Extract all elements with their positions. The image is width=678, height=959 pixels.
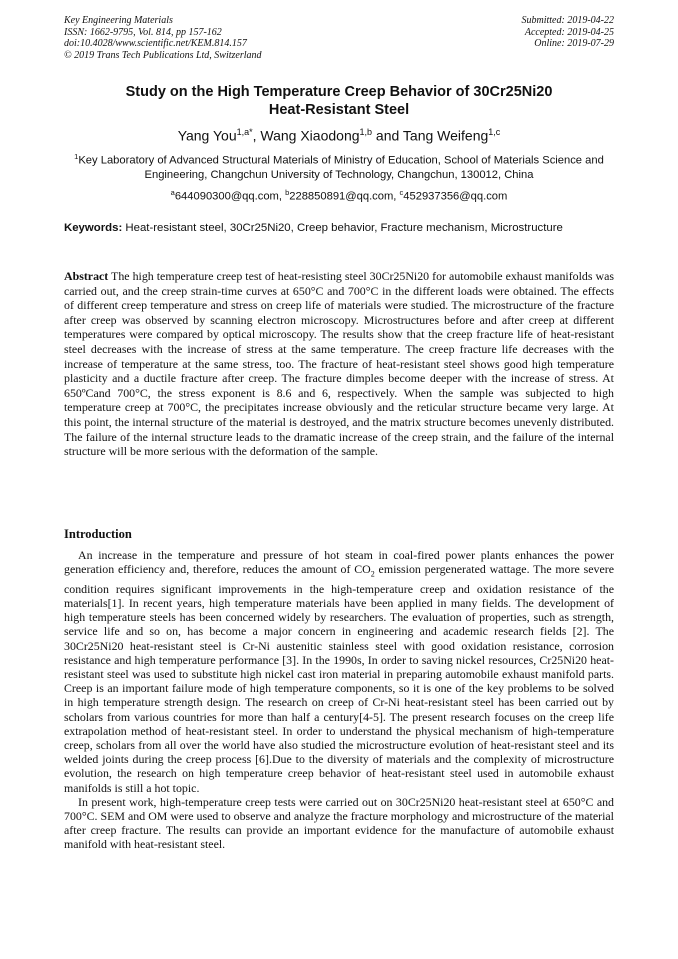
submitted-date: Submitted: 2019-04-22 [521, 15, 614, 26]
email-link[interactable]: 644090300@qq.com, [174, 190, 286, 203]
paper-title-line-2: Heat-Resistant Steel [268, 101, 410, 118]
author-emails [64, 186, 614, 204]
email-mark: b [285, 188, 290, 197]
journal-header-left [64, 15, 262, 61]
email-link[interactable]: 228850891@qq.com, [289, 190, 400, 203]
keywords-text: Heat-resistant steel, 30Cr25Ni20, Creep behavior, Fracture mechanism, Microstructure [122, 222, 563, 234]
subscript: 2 [370, 569, 375, 579]
author-separator: , [252, 127, 261, 144]
keywords [64, 221, 614, 235]
online-date: Online: 2019-07-29 [534, 38, 614, 49]
journal-header-right [522, 15, 615, 50]
intro-paragraph: In present work, high-temperature creep tests were carried out on 30Cr25Ni20 heat-resistant steel at 650°C and 700°C. SEM and OM were used to observe and analyze the fracture morphology and microstructure of the material after creep fracture. The results can provide an important evidence for the manufacture of automobile exhaust manifold with heat-resistant steel. [64, 794, 614, 852]
author-name: Wang Xiaodong [260, 127, 360, 144]
introduction-body [64, 548, 614, 852]
keywords-label: Keywords: [64, 222, 123, 234]
author-separator: and [372, 127, 403, 144]
author-name: Tang Weifeng [402, 127, 489, 144]
email-mark: a [170, 188, 175, 197]
journal-name: Key Engineering Materials [64, 15, 173, 26]
author-affiliation-mark: 1,b [359, 127, 373, 137]
email-link[interactable]: 452937356@qq.com [403, 190, 508, 203]
intro-text: emission pergenerated wattage. The more severe condition requires significant improvements in the high-temperature creep and oxidation resistance of the materials[1]. In recent years, high temperature materials have been applied in many fields. The development of high temperature steels has been concerned widely by researchers. The evaluation of properties, such as strength, service life and so on, has become a major concern in engineering and academic research fields [2]. The 30Cr25Ni20 heat-resistant steel is Cr-Ni austenitic stainless steel with good oxidation resistance, corrosion resistance and high temperature performance [3]. In the 1990s, In order to saving nickel resources, Cr25Ni20 heat-resistant steel was used to substitute high nickel cast iron material in preparing automobile exhaust manifold parts. Creep is an important failure mode of high temperature components, so it is one of the key problems to be solved in high temperature strength design. The research on creep of Cr-Ni heat-resistant steel has been carried out by scholars from various countries for more than half a century[4-5]. The present research focuses on the creep life extrapolation method of heat-resistant steel. In order to understand the physical mechanism of high-temperature creep, scholars from all over the world have also studied the microstructure evolution of heat-resistant steel and its welded joints during the creep process [6].Due to the diversity of materials and the complexity of microstructure evolution, the research on high temperature creep behavior of heat-resistant steel used in automobile exhaust manifolds is still a hot topic. [64, 562, 614, 795]
abstract-text: The high temperature creep test of heat-resisting steel 30Cr25Ni20 for automobile exhaust manifolds was carried out, and the creep strain-time curves at 650°C and 700°C in the different loads were obtained. The effects of different creep temperature and stress on creep life of materials were studied. The microstructure of the fracture after creep was observed by scanning electron microscopy. Microstructures before and after creep at different temperatures were compared by optical microscopy. The results show that the creep fracture life of heat-resistant steel decreases with the increase of stress at the same temperature. The creep fracture life decreases with the increase of temperature at the same stress, too. The fracture of heat-resistant steel shows good high temperature plasticity and a ductile fracture after creep. The fracture dimples become deeper with the increase of stress. At 650ºCand 700°C, the stress exponent is 8.6 and 6, respectively. When the sample was subjected to high temperature creep at 700°C, the precipitates increase obviously and the reticular structure became very large. At this point, the internal structure of the material is destroyed, and the matrix structure becomes unevenly distributed. The failure of the internal structure leads to the dramatic increase of the creep strain, and the failure of the internal structure will be more serious with the deformation of the sample. [64, 269, 614, 459]
affiliation-mark: 1 [74, 152, 79, 161]
abstract [64, 269, 614, 459]
author-list [64, 124, 614, 145]
intro-paragraph [64, 548, 614, 795]
abstract-label: Abstract [64, 269, 109, 283]
paper-title-line-1: Study on the High Temperature Creep Behavior of 30Cr25Ni20 [125, 84, 553, 100]
affiliation-text: Key Laboratory of Advanced Structural Materials of Ministry of Education, School of Materials Science and Engineering, Changchun University of Technology, Changchun, 130012, China [78, 154, 604, 181]
journal-issn: ISSN: 1662-9795, Vol. 814, pp 157-162 [64, 26, 222, 38]
author-name: Yang You [177, 127, 237, 144]
affiliation [64, 150, 614, 182]
journal-copyright: © 2019 Trans Tech Publications Ltd, Switzerland [64, 49, 262, 61]
accepted-date: Accepted: 2019-04-25 [524, 26, 614, 38]
section-heading-introduction: Introduction [64, 527, 132, 541]
email-mark: c [399, 188, 404, 197]
paper-title [64, 84, 614, 119]
intro-text: An increase in the temperature and pressure of hot steam in coal-fired power plants enhances the power generation efficiency and, therefore, reduces the amount of CO [64, 548, 614, 577]
author-affiliation-mark: 1,c [488, 127, 501, 137]
journal-doi: doi:10.4028/www.scientific.net/KEM.814.157 [64, 38, 247, 49]
author-affiliation-mark: 1,a* [236, 127, 253, 137]
